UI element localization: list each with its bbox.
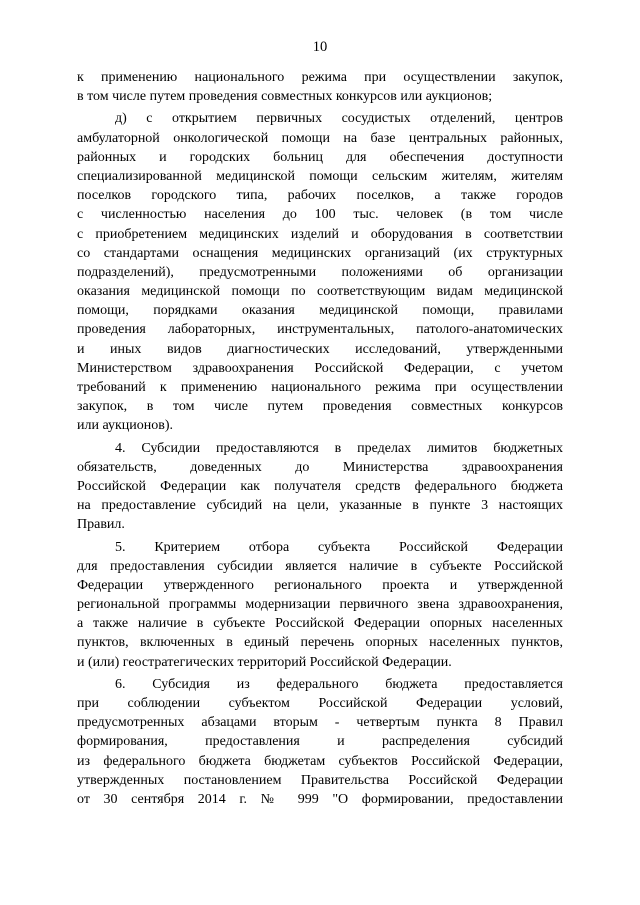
text-line: и (или) геостратегических территорий Российской Федерации. xyxy=(77,654,452,670)
text-line: при соблюдении субъектом Российской Федерации условий, xyxy=(77,696,563,711)
paragraph-d xyxy=(77,109,563,435)
text-line: пунктов, включенных в единый перечень опорных населенных пунктов, xyxy=(77,635,563,651)
text-line: региональной программы модернизации первичного звена здравоохранения, xyxy=(77,597,563,613)
text-line: для предоставления субсидии является наличие в субъекте Российской xyxy=(77,558,563,574)
text-line: утвержденных постановлением Правительства Российской Федерации xyxy=(77,772,563,788)
text-line: амбулаторной онкологической помощи на базе центральных районных, xyxy=(77,130,563,146)
text-line: на предоставление субсидий на цели, указанные в пункте 3 настоящих xyxy=(77,498,563,514)
text-line: от 30 сентября 2014 г. № 999 "О формировании, предоставлении xyxy=(77,791,563,807)
paragraph-5 xyxy=(77,538,563,672)
paragraph-6 xyxy=(77,675,563,809)
paragraph-4 xyxy=(77,439,563,535)
text-line: закупок, в том числе путем проведения совместных конкурсов xyxy=(77,399,563,415)
text-line: со стандартами оснащения медицинских организаций (их структурных xyxy=(77,245,563,261)
text-line: 6. Субсидия из федерального бюджета предоставляется xyxy=(115,676,563,692)
text-line: с приобретением медицинских изделий и оборудования в соответствии xyxy=(77,226,563,242)
text-line: д) с открытием первичных сосудистых отделений, центров xyxy=(115,111,563,127)
text-line: требований к применению национального режима при осуществлении xyxy=(77,380,563,395)
text-line: Правил. xyxy=(77,517,125,533)
text-line: с численностью населения до 100 тыс. человек (в том числе xyxy=(77,207,563,223)
paragraph-continuation xyxy=(77,68,563,106)
text-line: из федерального бюджета бюджетам субъектов Российской Федерации, xyxy=(77,753,563,769)
text-line: обязательств, доведенных до Министерства здравоохранения xyxy=(77,459,563,475)
text-line: проведения лабораторных, инструментальных, патолого-анатомических xyxy=(77,322,563,338)
text-line: а также наличие в субъекте Российской Федерации опорных населенных xyxy=(77,616,563,632)
text-line: в том числе путем проведения совместных конкурсов или аукционов; xyxy=(77,89,493,105)
text-line: 5. Критерием отбора субъекта Российской Федерации xyxy=(115,539,563,555)
text-line: предусмотренных абзацами вторым - четвертым пункта 8 Правил xyxy=(77,715,563,731)
text-line: специализированной медицинской помощи сельским жителям, жителям xyxy=(77,168,563,184)
text-line: Российской Федерации как получателя средств федерального бюджета xyxy=(77,478,563,494)
text-line: 4. Субсидии предоставляются в пределах лимитов бюджетных xyxy=(115,440,563,456)
text-line: оказания медицинской помощи по соответствующим видам медицинской xyxy=(77,284,563,300)
text-line: Федерации утвержденного регионального проекта и утвержденной xyxy=(77,577,563,593)
text-line: или аукционов). xyxy=(77,418,174,434)
text-line: помощи, порядками оказания медицинской помощи, правилами xyxy=(77,303,563,319)
text-line: районных и городских больниц для обеспечения доступности xyxy=(77,149,563,165)
text-line: подразделений), предусмотренными положениями об организации xyxy=(77,264,563,280)
text-line: формирования, предоставления и распределения субсидий xyxy=(77,734,563,750)
text-line: и иных видов диагностических исследований, утвержденными xyxy=(77,341,563,357)
text-line: к применению национального режима при осуществлении закупок, xyxy=(77,70,563,85)
page-number: 10 xyxy=(312,39,328,55)
text-line: поселков городского типа, рабочих поселков, а также городов xyxy=(77,188,563,204)
text-line: Министерством здравоохранения Российской Федерации, с учетом xyxy=(77,360,563,376)
body-text xyxy=(77,68,563,809)
